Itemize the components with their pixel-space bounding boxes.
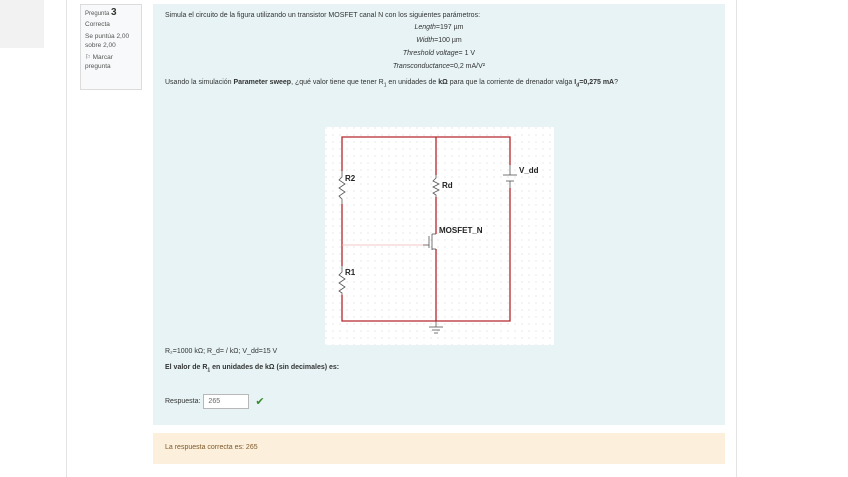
param-length: Length=197 µm (414, 24, 464, 31)
question-intro: Simula el circuito de la figura utilizando un transistor MOSFET canal N con los siguientes parámetros: (165, 12, 481, 19)
mosfet-label: MOSFET_N (439, 226, 483, 235)
question-state: Correcta (85, 21, 110, 28)
rd-label: Rd (442, 181, 453, 190)
answer-label: Respuesta: (165, 398, 201, 405)
question-info-panel (80, 4, 142, 90)
left-panel-strip (0, 0, 44, 48)
r2-label: R2 (345, 174, 356, 183)
param-width: Width=100 µm (416, 37, 462, 44)
correct-check-icon: ✔ (255, 396, 265, 408)
flag-icon: ⚐ (85, 54, 91, 61)
subquestion-text: El valor de $R_1$ en unidades de kΩ (sin decimales) es: (165, 364, 340, 374)
question-content (153, 4, 725, 425)
param-transconductance: Transconductance=0,2 mA/V² (392, 63, 486, 70)
question-grade: Se puntúa 2,00 sobre 2,00 (85, 33, 130, 49)
r1-label: R1 (345, 268, 356, 277)
circuit-diagram (325, 127, 554, 345)
correct-answer-feedback: La respuesta correcta es: 265 (153, 433, 725, 464)
circuit-values-line: R₂=1000 kΩ; R_d= / kΩ; V_dd=15 V (165, 348, 278, 355)
circuit-svg (325, 127, 554, 345)
answer-row (165, 394, 265, 409)
answer-input[interactable] (203, 394, 249, 409)
flag-question-link[interactable]: ⚐ Marcar pregunta (85, 54, 113, 70)
question-prompt: Usando la simulación Parameter sweep, ¿qué valor tiene que tener $R_1$ en unidades de kΩ para que la corriente de drenador valga $I_d=0,275$ mA? (165, 79, 619, 89)
question-number: Pregunta 3 (85, 7, 117, 18)
param-threshold: Threshold voltage= 1 V (402, 50, 476, 57)
vdd-label: V_dd (519, 166, 539, 175)
